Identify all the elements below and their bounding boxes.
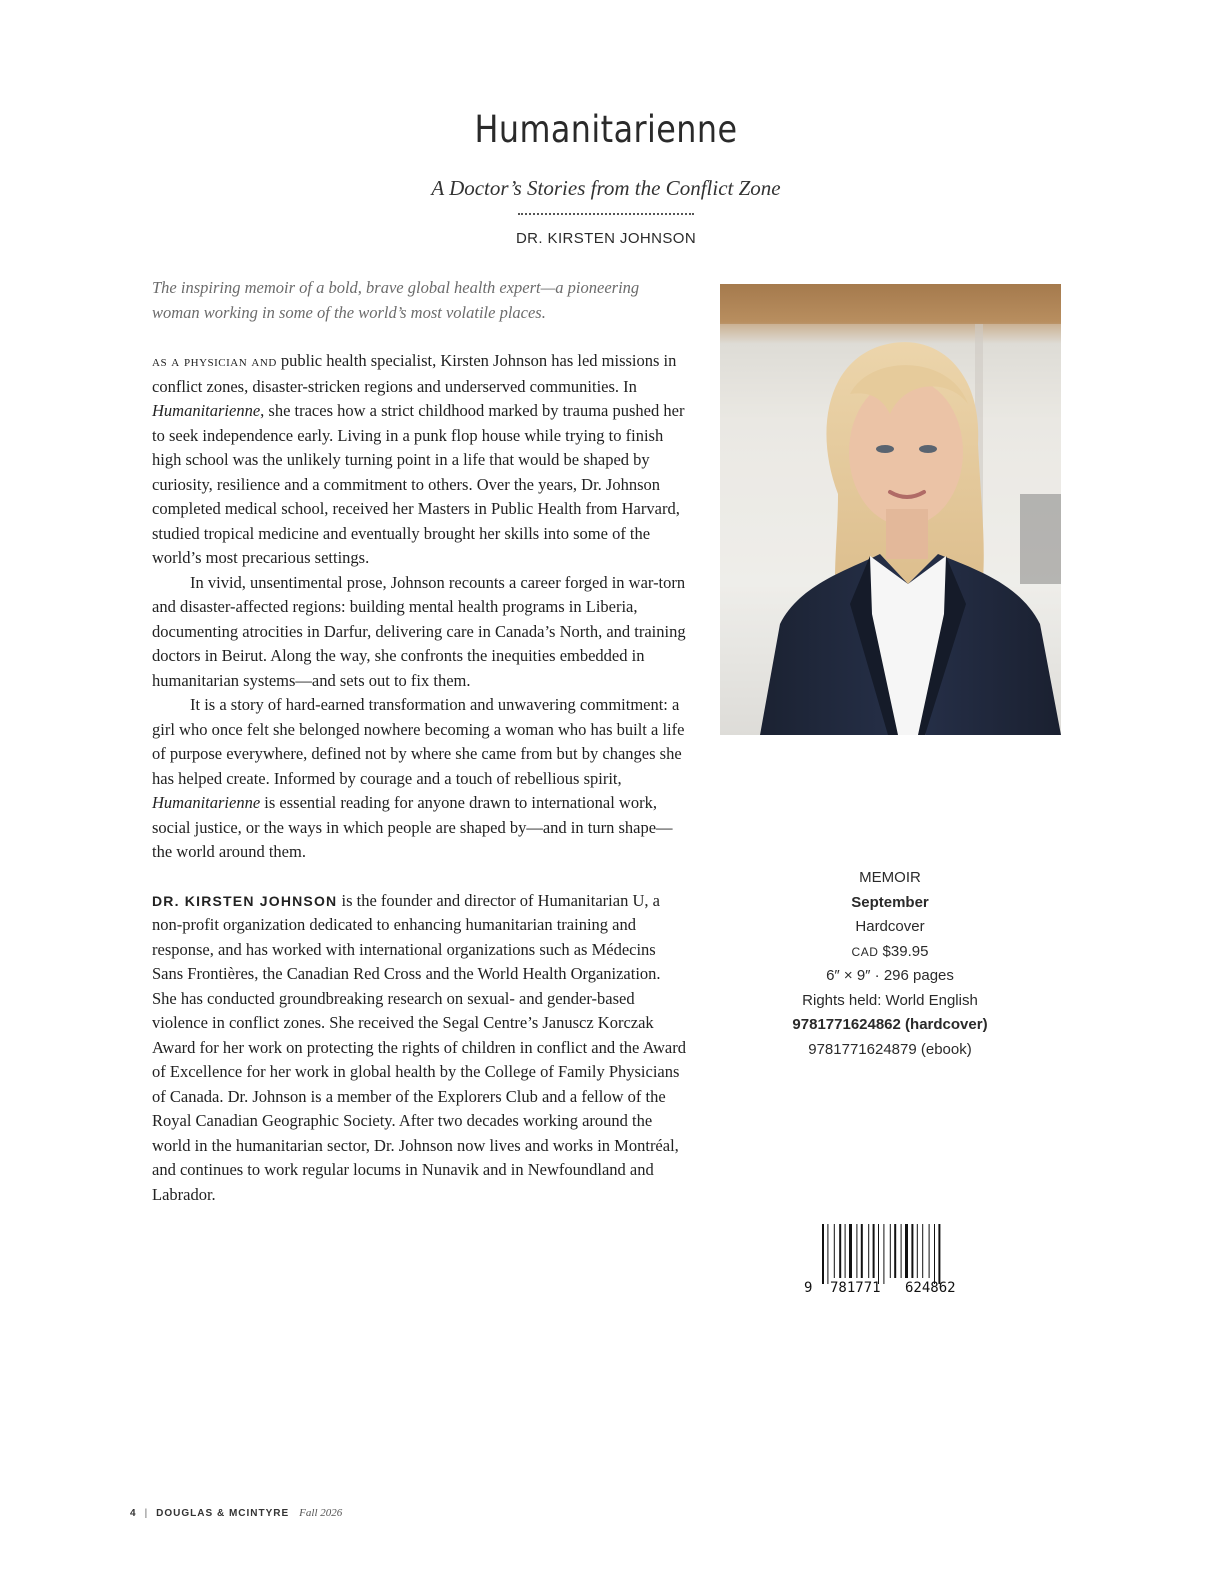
bio-author-name: DR. KIRSTEN JOHNSON: [152, 892, 338, 909]
format: Hardcover: [855, 918, 925, 935]
author-bio: [152, 889, 687, 1208]
trim-size-pages: 6″ × 9″ · 296 pages: [826, 967, 954, 984]
main-text-column: [152, 276, 687, 1207]
barcode-bar: [938, 1224, 940, 1284]
barcode-bar: [878, 1224, 879, 1284]
barcode-bar: [901, 1224, 902, 1278]
barcode-bar: [845, 1224, 846, 1278]
author-name: DR. KIRSTEN JOHNSON: [515, 230, 697, 247]
genre: MEMOIR: [859, 869, 921, 886]
barcode-bar: [827, 1224, 828, 1284]
barcode-bar: [922, 1224, 923, 1278]
barcode-bar: [911, 1224, 913, 1278]
barcode-bar: [883, 1224, 884, 1284]
page-footer: [130, 1507, 342, 1519]
barcode-bar: [905, 1224, 908, 1278]
book-metadata: [760, 866, 1020, 1062]
author-portrait-image: [720, 284, 1061, 735]
description-paragraph-1: as a physician and public health specialist, Kirsten Johnson has led missions in conflict zones, disaster-stricken regions and underserved communities. In Humanitarienne, she traces how a strict childhood marked by trauma pushed her to seek independence early. Living in a punk flop house while trying to finish high school was the unlikely turning point in a life that would be shaped by curiosity, resilience and a commitment to others. Over the years, Dr. Johnson completed medical school, received her Masters in Public Health from Harvard, studied tropical medicine and eventually brought her skills into some of the world’s most precarious settings.: [152, 351, 685, 567]
dotted-divider: [518, 213, 694, 215]
barcode-bar: [868, 1224, 869, 1278]
barcode-bar: [934, 1224, 935, 1284]
book-subtitle: A Doctor’s Stories from the Conflict Zone: [431, 176, 781, 200]
inline-book-title: Humanitarienne: [152, 793, 261, 812]
description-paragraph-3: It is a story of hard-earned transformation and unwavering commitment: a girl who once felt she belonged nowhere becoming a woman who has built a life of purpose everywhere, defined not by where she came from but by changes she has helped create. Informed by courage and a touch of rebellious spirit, Humanitarienne is essential reading for anyone drawn to international work, social justice, or the ways in which people are shaped by—and in turn shape—the world around them.: [152, 695, 685, 861]
barcode-digits-left: 781771: [830, 1280, 881, 1296]
currency: CAD: [851, 944, 879, 959]
bio-text: is the founder and director of Humanitarian U, a non-profit organization dedicated to enhancing humanitarian training and response, and has worked with international organizations such as Médecins Sans Frontières, the Canadian Red Cross and the World Health Organization. She has conducted groundbreaking research on sexual- and gender-based violence in conflict zones. She received the Segal Centre’s Januscz Korczak Award for her work on protecting the rights of children in conflict and the Award of Excellence for her work in global health by the College of Family Physicians of Canada. Dr. Johnson is a member of the Explorers Club and a fellow of the Royal Canadian Geographic Society. After two decades working around the world in the humanitarian sector, Dr. Johnson now lives and works in Montréal, and continues to work regular locums in Nunavik and in Newfoundland and Labrador.: [152, 890, 686, 1204]
barcode-bar: [834, 1224, 835, 1278]
barcode-bar: [839, 1224, 841, 1278]
footer-separator: |: [144, 1508, 148, 1519]
publisher-name: DOUGLAS & MCINTYRE: [156, 1508, 290, 1519]
barcode-digits-right: 624862: [905, 1280, 956, 1296]
barcode-bar: [890, 1224, 891, 1278]
barcode-bar: [929, 1224, 930, 1278]
description-paragraph-2: In vivid, unsentimental prose, Johnson recounts a career forged in war-torn and disaster-affected regions: building mental health programs in Liberia, documenting atrocities in Darfur, delivering care in Canada’s North, and training doctors in Beirut. Along the way, she confronts the inequities embedded in humanitarian systems—and sets out to fix them.: [152, 572, 686, 690]
author-photo: [720, 284, 1061, 735]
isbn-ebook: 9781771624879 (ebook): [808, 1040, 972, 1058]
barcode-bar: [894, 1224, 896, 1278]
price: CAD $39.95: [851, 942, 929, 960]
publication-month: September: [851, 893, 929, 911]
page-number: 4: [130, 1508, 136, 1519]
book-title: Humanitarienne: [474, 108, 738, 151]
barcode-bar: [917, 1224, 918, 1278]
tagline: The inspiring memoir of a bold, brave global health expert—a pioneering woman working in some of the world’s most volatile places.: [152, 278, 640, 322]
barcode-bar: [856, 1224, 857, 1278]
catalog-season: Fall 2026: [299, 1507, 343, 1519]
barcode-bar: [849, 1224, 852, 1278]
barcode-bar: [861, 1224, 863, 1278]
book-description: [152, 349, 687, 865]
barcode-image: [800, 1222, 980, 1296]
isbn-barcode: [800, 1222, 980, 1296]
description-lead-in: as a physician and: [152, 354, 277, 370]
isbn-hardcover: 9781771624862 (hardcover): [792, 1016, 988, 1033]
barcode-bar: [822, 1224, 824, 1284]
barcode-lead-digit: 9: [804, 1280, 813, 1296]
inline-book-title: Humanitarienne: [152, 401, 261, 420]
rights: Rights held: World English: [802, 991, 978, 1009]
barcode-bar: [873, 1224, 875, 1278]
